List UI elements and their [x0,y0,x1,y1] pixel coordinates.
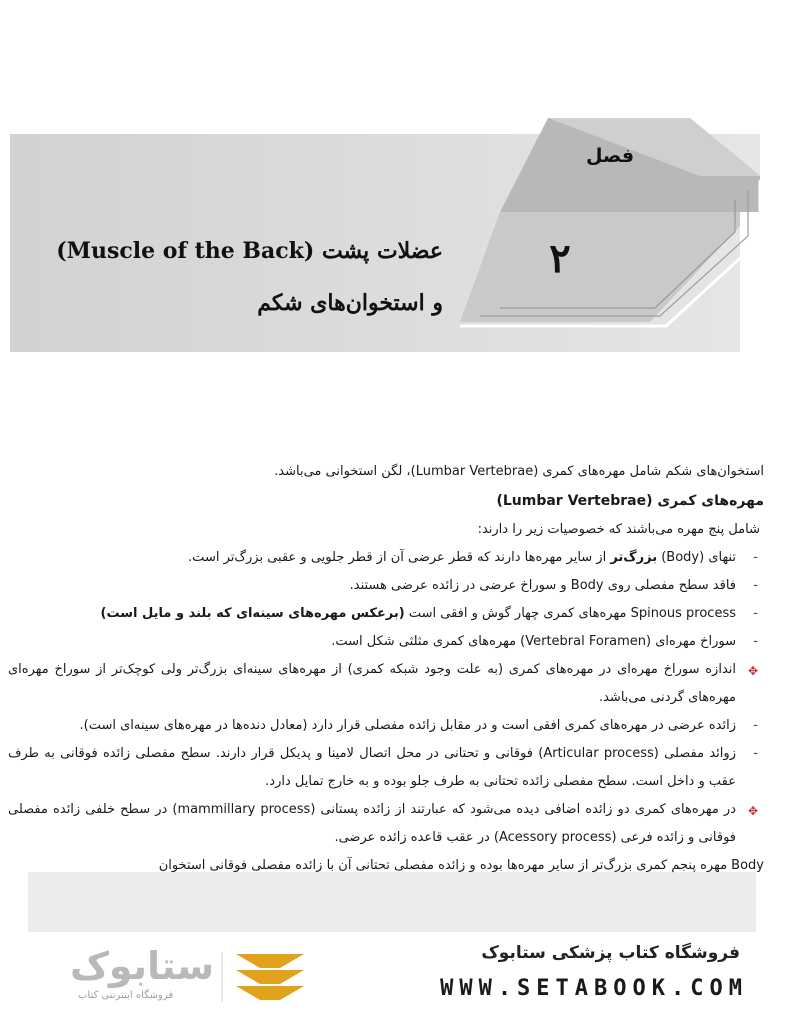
dash-marker: - [753,550,758,565]
chapter-title-line-1: عضلات پشت (Muscle of the Back) [56,238,443,264]
chapter-title [23,225,443,329]
dash-marker: - [753,578,758,593]
list-item: - زوائد مفصلی (Articular process) فوقانی و تحتانی در محل اتصال لامینا و پدیکل قرار دارند. سطح مفصلی زائده فوقانی به طرف عقب و داخل است. سطح مفصلی زائده تحتانی به طرف جلو بوده و به خارج تمایل دارد. [8,740,764,796]
dash-marker: - [753,634,758,649]
chapter-title-line-2: و استخوان‌های شکم [257,290,443,316]
note-item: ✥ در مهره‌های کمری دو زائده اضافی دیده می‌شود که عبارتند از زائده پستانی (mammillary process) در سطح خلفی زائده مفصلی فوقانی و زائده فرعی (Acessory process) در عقب قاعده زائده عرضی. [8,796,764,852]
highlight-shade [28,872,756,932]
store-logo-text: ستابوک [70,944,215,988]
store-url: WWW.SETABOOK.COM [440,976,748,1001]
arrow-bullet-icon: ✥ [747,664,758,678]
section-subtitle: شامل پنج مهره می‌باشند که خصوصیات زیر را دارند: [477,522,760,537]
list-item: - سوراخ مهره‌ای (Vertebral Foramen) مهره‌های کمری مثلثی شکل است. [8,628,764,656]
last-paragraph: Body مهره پنجم کمری بزرگ‌تر از سایر مهره‌ها بوده و زائده مفصلی تحتانی آن با زائده مفصلی فوقانی استخوان [158,858,764,873]
dash-marker: - [753,746,758,761]
store-name: فروشگاه کتاب پزشکی ستابوک [481,943,740,963]
page-body [8,458,764,880]
list-item: - فاقد سطح مفصلی روی Body و سوراخ عرضی در زائده عرضی هستند. [8,572,764,600]
dash-marker: - [753,718,758,733]
note-item: ✥ اندازه سوراخ مهره‌ای در مهره‌های کمری (به علت وجود شبکه کمری) از مهره‌های سینه‌ای بزرگ‌تر ولی کوچک‌تر از سوراخ مهره‌ای مهره‌های گردنی می‌باشد. [8,656,764,712]
list-item: - تنهای (Body) بزرگ‌تر از سایر مهره‌ها دارند که قطر عرضی آن از قطر جلویی و عقبی بزرگ‌تر است. [8,544,764,572]
dash-marker: - [753,606,758,621]
list-item: - زائده عرضی در مهره‌های کمری افقی است و در مقابل زائده مفصلی قرار دارد (معادل دنده‌ها در مهره‌های سینه‌ای است). [8,712,764,740]
intro-paragraph: استخوان‌های شکم شامل مهره‌های کمری (Lumbar Vertebrae)، لگن استخوانی می‌باشد. [274,464,764,479]
section-heading: مهره‌های کمری (Lumbar Vertebrae) [496,493,764,509]
list-item: - Spinous process مهره‌های کمری چهار گوش و افقی است (برعکس مهره‌های سینه‌ای که بلند و مایل است) [8,600,764,628]
chapter-label: فصل [585,145,635,167]
chapter-number: ۲ [549,235,571,282]
arrow-bullet-icon: ✥ [747,804,758,818]
store-logo-subtitle: فروشگاه اینترنتی کتاب [78,990,174,1001]
